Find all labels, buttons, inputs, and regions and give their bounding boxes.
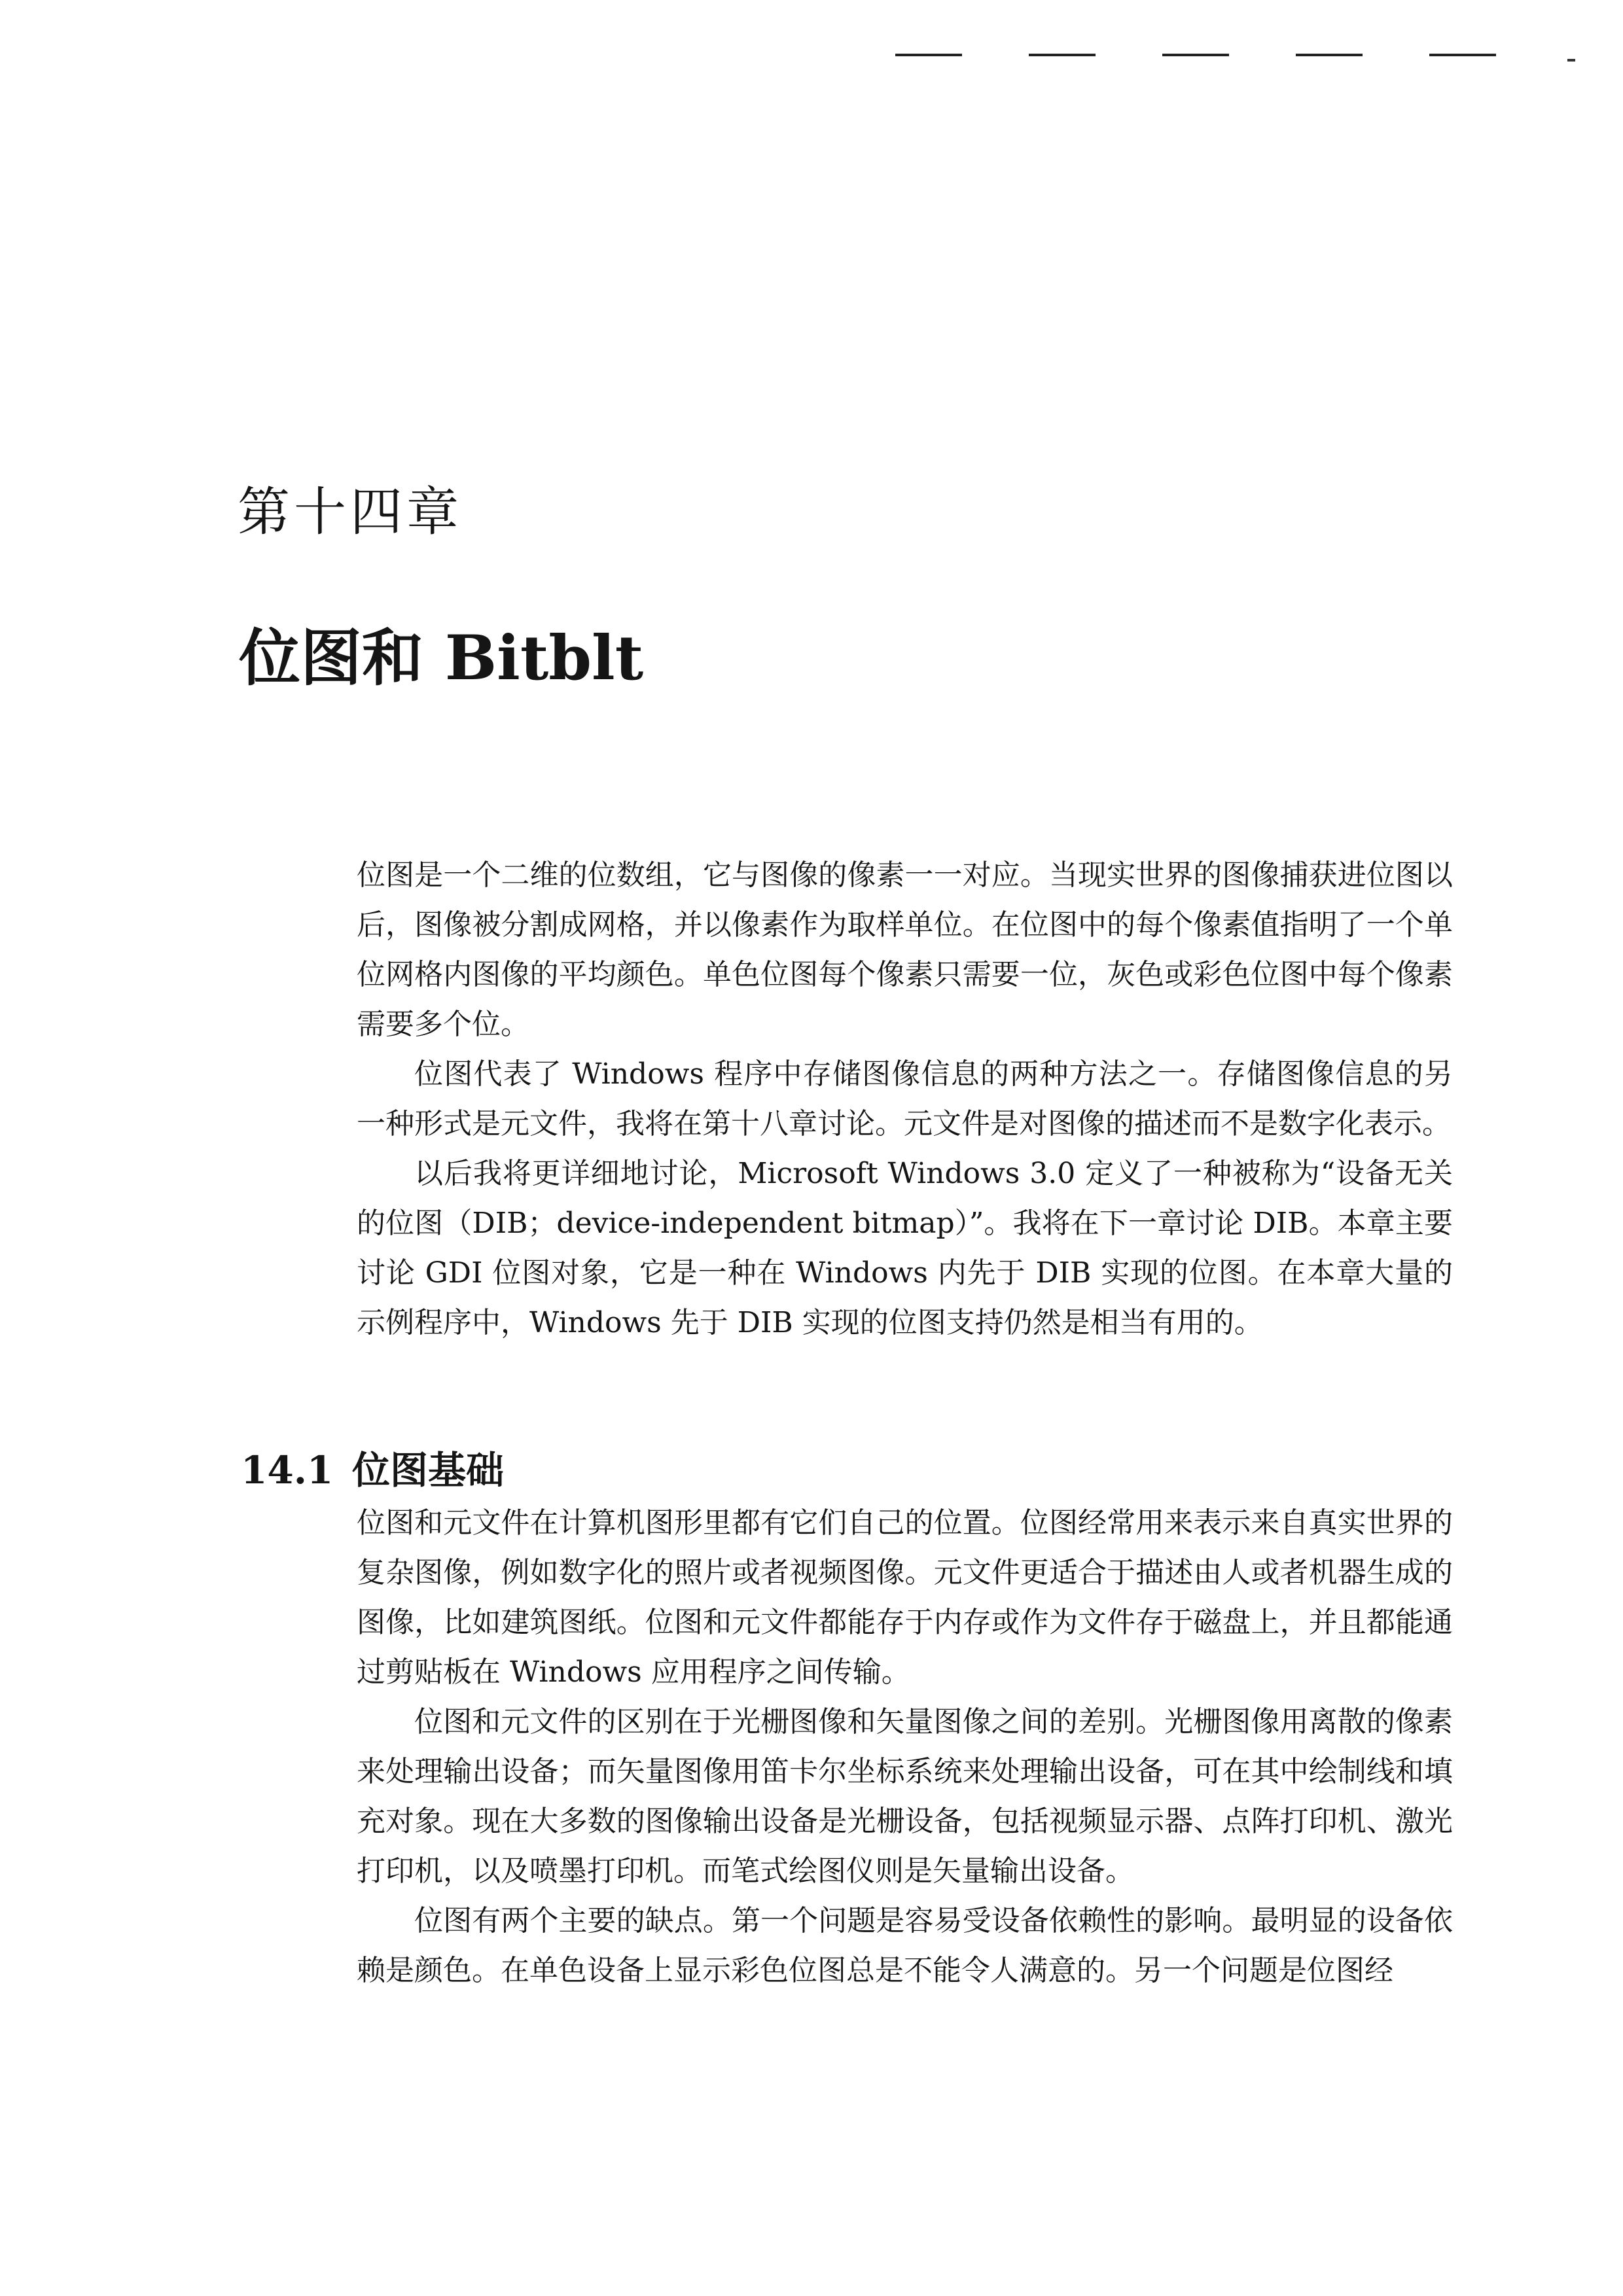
top-rule-dash	[1162, 54, 1229, 56]
intro-paragraph: 位图是一个二维的位数组，它与图像的像素一一对应。当现实世界的图像捕获进位图以后，图像被分割成网格，并以像素作为取样单位。在位图中的每个像素值指明了一个单位网格内图像的平均颜色。单色位图每个像素只需要一位，灰色或彩色位图中每个像素需要多个位。	[357, 858, 1453, 1041]
section-paragraph: 位图和元文件在计算机图形里都有它们自己的位置。位图经常用来表示来自真实世界的复杂图像，例如数字化的照片或者视频图像。元文件更适合于描述由人或者机器生成的图像，比如建筑图纸。位图和元文件都能存于内存或作为文件存于磁盘上，并且都能通过剪贴板在 Windows 应用程序之间传输。	[357, 1506, 1453, 1689]
section-title: 位图基础	[352, 1448, 505, 1492]
top-rule-dash	[1296, 54, 1363, 56]
chapter-title: 位图和 Bitblt	[239, 622, 644, 694]
chapter-label: 第十四章	[238, 482, 463, 542]
section-number: 14.1	[241, 1448, 334, 1492]
intro-paragraph: 位图代表了 Windows 程序中存储图像信息的两种方法之一。存储图像信息的另一种形式是元文件，我将在第十八章讨论。元文件是对图像的描述而不是数字化表示。	[357, 1057, 1453, 1140]
top-rule-tick	[1567, 59, 1575, 62]
section-paragraph: 位图有两个主要的缺点。第一个问题是容易受设备依赖性的影响。最明显的设备依赖是颜色。在单色设备上显示彩色位图总是不能令人满意的。另一个问题是位图经	[357, 1904, 1453, 1987]
section-heading	[241, 1439, 504, 1494]
top-rule-dash	[1029, 54, 1096, 56]
intro-text	[357, 851, 1453, 1348]
section-paragraph: 位图和元文件的区别在于光栅图像和矢量图像之间的差别。光栅图像用离散的像素来处理输出设备；而矢量图像用笛卡尔坐标系统来处理输出设备，可在其中绘制线和填充对象。现在大多数的图像输出设备是光栅设备，包括视频显示器、点阵打印机、激光打印机，以及喷墨打印机。而笔式绘图仪则是矢量输出设备。	[357, 1705, 1453, 1888]
top-rule-dash	[1429, 54, 1496, 56]
intro-paragraph: 以后我将更详细地讨论，Microsoft Windows 3.0 定义了一种被称为“设备无关的位图（DIB；device-independent bitmap）”。我将在下一章讨论 DIB。本章主要讨论 GDI 位图对象，它是一种在 Windows 内先于 DIB 实现的位图。在本章大量的示例程序中，Windows 先于 DIB 实现的位图支持仍然是相当有用的。	[357, 1157, 1453, 1339]
section-text	[357, 1498, 1453, 1996]
top-rule-dash	[895, 54, 962, 56]
